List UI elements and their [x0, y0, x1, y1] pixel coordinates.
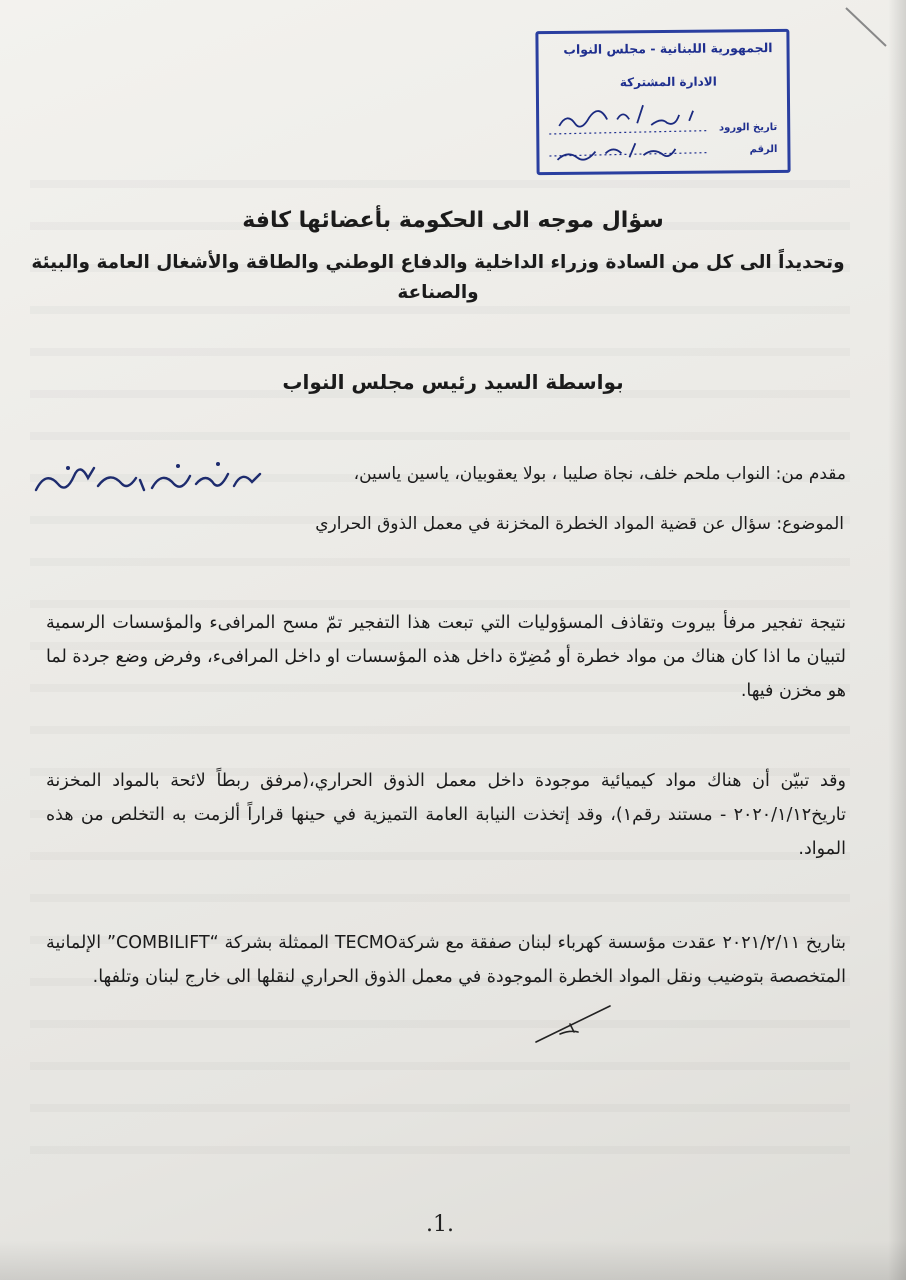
page-bottom-shadow [0, 1240, 906, 1280]
paragraph-1: نتيجة تفجير مرفأ بيروت وتقاذف المسؤوليات التي تبعت هذا التفجير تمّ مسح المرافىء والمؤسسات الرسمية لتبيان ما اذا كان هناك من مواد خطرة أو مُضِرّة داخل هذه المؤسسات او داخل المرافىء، وفرض وضع جردة لما هو مخزن فيها. [46, 613, 846, 701]
corner-fold-mark [842, 4, 892, 54]
via-speaker: بواسطة السيد رئيس مجلس النواب [282, 370, 624, 394]
page-number: .1. [426, 1212, 454, 1237]
stamp-number-label: الرقم [749, 144, 778, 156]
stamp-department: الادارة المشتركة [619, 74, 717, 90]
reception-stamp [535, 29, 790, 175]
stamp-header: الجمهورية اللبنانية - مجلس النواب [563, 40, 773, 57]
stamp-date-label: تاريخ الورود [718, 122, 778, 134]
handwritten-names [28, 450, 268, 512]
paragraph-3: بتاريخ ٢٠٢١/٢/١١ عقدت مؤسسة كهرباء لبنان صفقة مع شركةTECMO الممثلة بشركة “COMBILIFT” الإلمانية المتخصصة بتوضيب ونقل المواد الخطرة الموجودة في معمل الذوق الحراري لنقلها الى خارج لبنان وتلفها. [46, 933, 846, 987]
presenters-line: مقدم من: النواب ملحم خلف، نجاة صليبا ، بولا يعقوبيان، ياسين ياسين، [353, 464, 846, 484]
paragraph-2: وقد تبيّن أن هناك مواد كيميائية موجودة داخل معمل الذوق الحراري،(مرفق ربطاً لائحة بالمواد المخزنة تاريخ٢٠٢٠/١/١٢ - مستند رقم١)، وقد إتخذت النيابة العامة التميزية في حينها قراراً ألزمت به التخلص من هذه المواد. [46, 771, 846, 859]
addressees: وتحديداً الى كل من السادة وزراء الداخلية والدفاع الوطني والطاقة والأشغال العامة والبيئة والصناعة [31, 252, 845, 303]
document-title: سؤال موجه الى الحكومة بأعضائها كافة [242, 208, 664, 233]
signature [530, 1000, 620, 1050]
stamp-handwriting [538, 32, 787, 172]
subject-line: الموضوع: سؤال عن قضية المواد الخطرة المخزنة في معمل الذوق الحراري [315, 514, 844, 534]
page-edge-shadow [888, 0, 906, 1280]
